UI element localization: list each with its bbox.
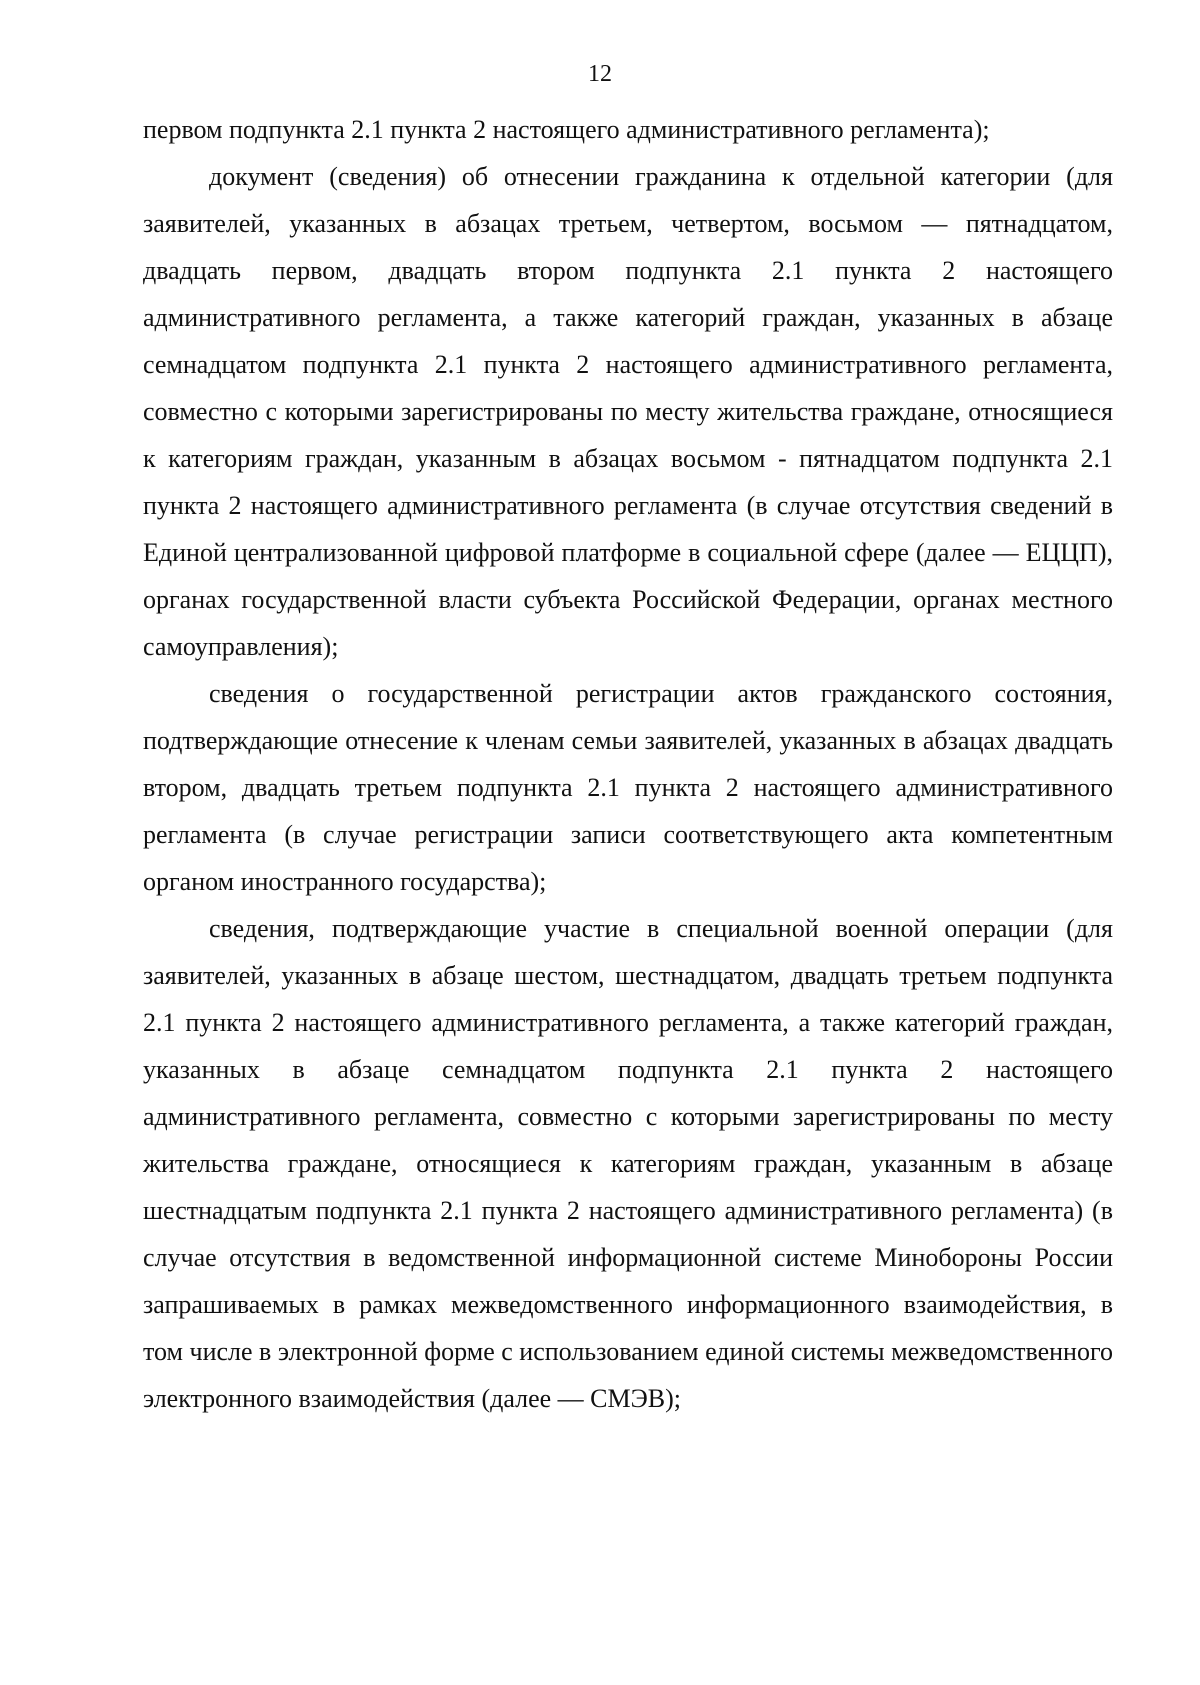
paragraph-continuation: первом подпункта 2.1 пункта 2 настоящего административного регламента); [143, 115, 990, 144]
paragraph-military-operation: сведения, подтверждающие участие в специальной военной операции (для заявителей, указанных в абзаце шестом, шестнадцатом, двадцать третьем подпункта 2.1 пункта 2 настоящего административного регламента, а также категорий граждан, указанных в абзаце семнадцатом подпункта 2.1 пункта 2 настоящего административного регламента, совместно с которыми зарегистрированы по месту жительства граждане, относящиеся к категориям граждан, указанным в абзаце шестнадцатым подпункта 2.1 пункта 2 настоящего административного регламента) (в случае отсутствия в ведомственной информационной системе Минобороны России запрашиваемых в рамках межведомственного информационного взаимодействия, в том числе в электронной форме с использованием единой системы межведомственного электронного взаимодействия (далее — СМЭВ); [143, 914, 1113, 1413]
page-number: 12 [588, 61, 612, 87]
paragraph-category-document: документ (сведения) об отнесении гражданина к отдельной категории (для заявителей, указанных в абзацах третьем, четвертом, восьмом — пятнадцатом, двадцать первом, двадцать втором подпункта 2.1 пункта 2 настоящего административного регламента, а также категорий граждан, указанных в абзаце семнадцатом подпункта 2.1 пункта 2 настоящего административного регламента, совместно с которыми зарегистрированы по месту жительства граждане, относящиеся к категориям граждан, указанным в абзацах восьмом - пятнадцатом подпункта 2.1 пункта 2 настоящего административного регламента (в случае отсутствия сведений в Единой централизованной цифровой платформе в социальной сфере (далее — ЕЦЦП), органах государственной власти субъекта Российской Федерации, органах местного самоуправления); [143, 162, 1113, 661]
paragraph-civil-registration: сведения о государственной регистрации актов гражданского состояния, подтверждающие отнесение к членам семьи заявителей, указанных в абзацах двадцать втором, двадцать третьем подпункта 2.1 пункта 2 настоящего административного регламента (в случае регистрации записи соответствующего акта компетентным органом иностранного государства); [143, 679, 1113, 896]
document-body [143, 106, 1113, 1422]
